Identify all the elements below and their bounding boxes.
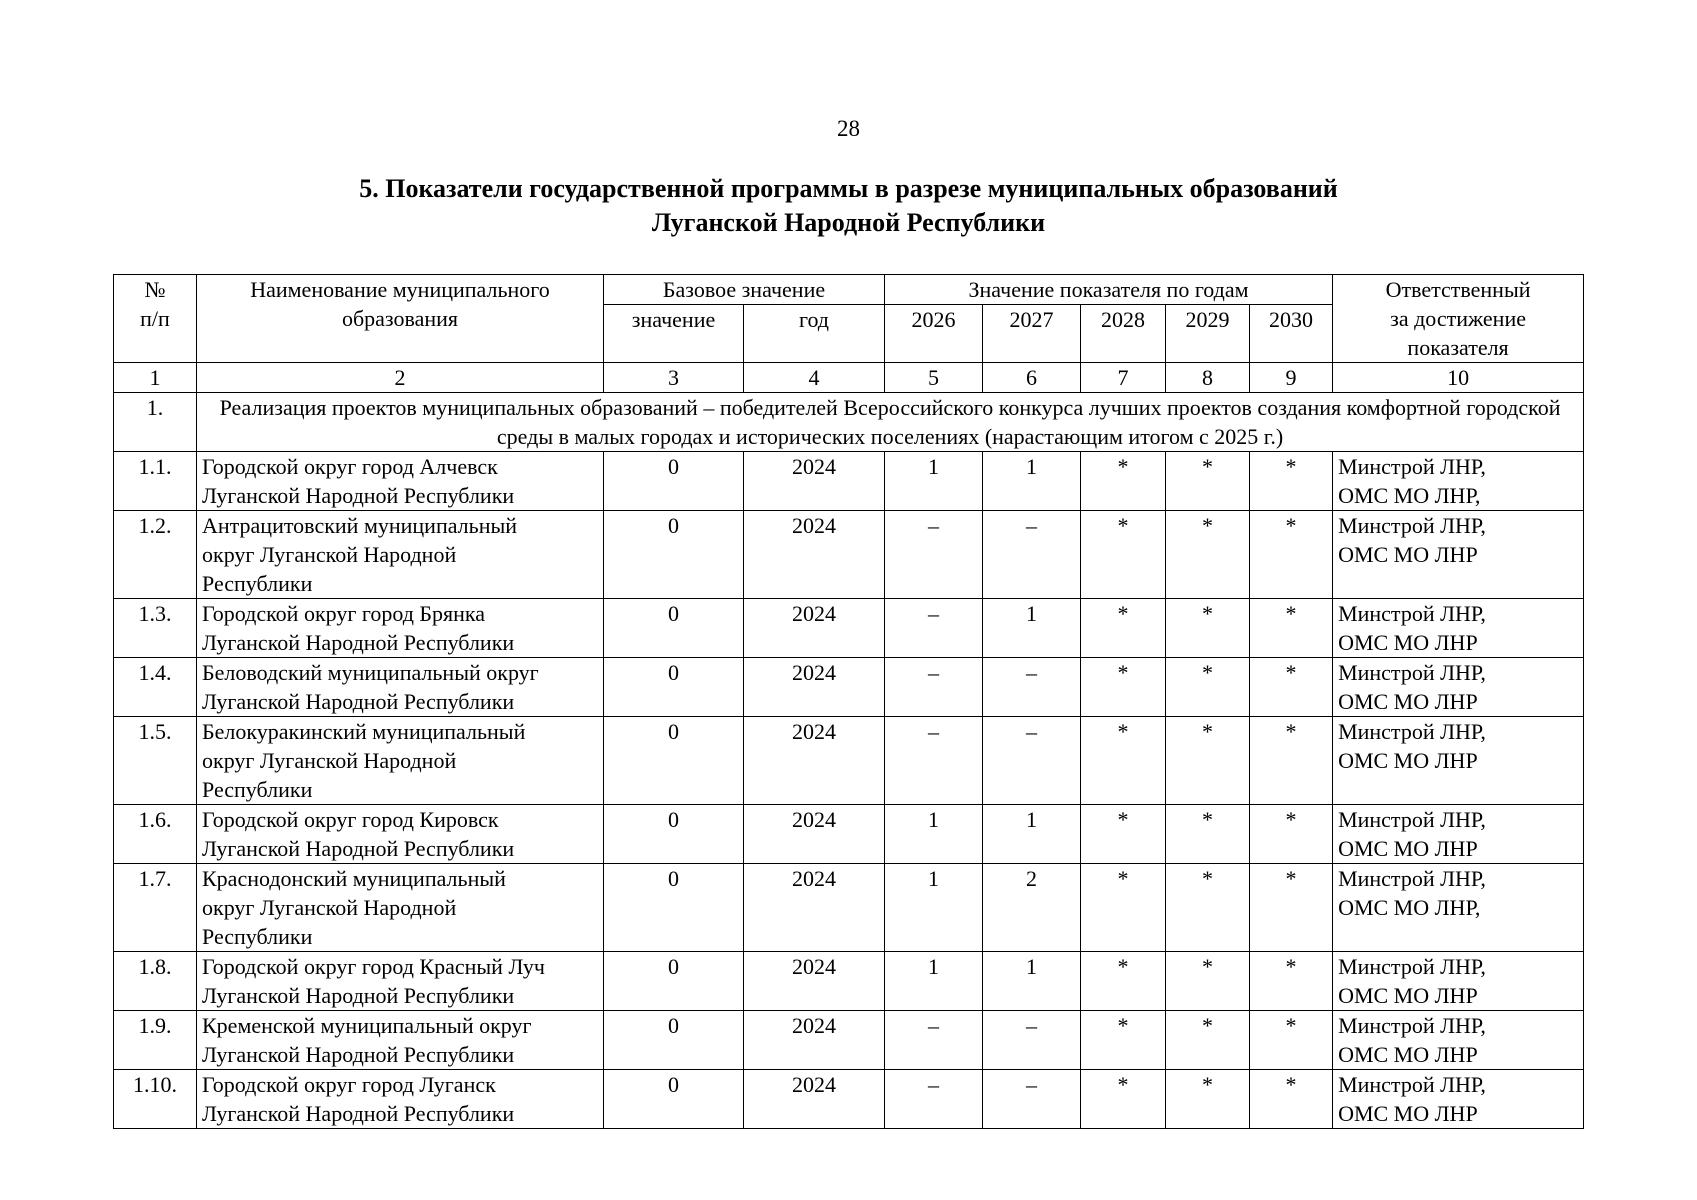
row-2026: 1 <box>885 864 983 952</box>
row-responsible-line: Минстрой ЛНР, <box>1338 1072 1486 1097</box>
row-base-value: 0 <box>604 1011 744 1070</box>
row-municipality-line: Беловодский муниципальный округ <box>202 660 539 685</box>
header-year-2029: 2029 <box>1166 305 1250 363</box>
row-municipality-line: округ Луганской Народной <box>202 895 457 920</box>
row-base-value: 0 <box>604 952 744 1011</box>
row-base-year: 2024 <box>744 599 885 658</box>
row-responsible-line: ОМС МО ЛНР <box>1338 1042 1478 1067</box>
row-municipality-line: Луганской Народной Республики <box>202 1042 515 1067</box>
row-responsible <box>1333 1011 1584 1070</box>
row-municipality-line: округ Луганской Народной <box>202 542 457 567</box>
row-base-value: 0 <box>604 805 744 864</box>
row-2027: 2 <box>983 864 1081 952</box>
row-2030: * <box>1250 452 1333 511</box>
row-responsible <box>1333 805 1584 864</box>
section-number: 1. <box>114 393 197 452</box>
row-2028: * <box>1081 1011 1166 1070</box>
row-2028: * <box>1081 717 1166 805</box>
row-2030: * <box>1250 805 1333 864</box>
row-2026: – <box>885 658 983 717</box>
row-responsible <box>1333 1070 1584 1129</box>
section-title: Реализация проектов муниципальных образований – победителей Всероссийского конкурса лучших проектов создания комфортной городской среды в малых городах и исторических поселениях (нарастающим итогом с 2025 г.) <box>197 393 1584 452</box>
row-base-year: 2024 <box>744 952 885 1011</box>
row-number: 1.10. <box>114 1070 197 1129</box>
column-number: 7 <box>1081 363 1166 393</box>
row-municipality <box>197 1070 604 1129</box>
row-2030: * <box>1250 599 1333 658</box>
row-responsible-line: ОМС МО ЛНР, <box>1338 483 1481 508</box>
row-2028: * <box>1081 805 1166 864</box>
header-base-value: значение <box>604 305 744 363</box>
column-number: 5 <box>885 363 983 393</box>
row-2028: * <box>1081 658 1166 717</box>
row-2027: 1 <box>983 452 1081 511</box>
row-2029: * <box>1166 1070 1250 1129</box>
row-2029: * <box>1166 658 1250 717</box>
row-municipality-line: округ Луганской Народной <box>202 748 457 773</box>
table-row <box>114 1011 1584 1070</box>
row-2026: 1 <box>885 452 983 511</box>
table-row <box>114 952 1584 1011</box>
row-2028: * <box>1081 452 1166 511</box>
row-2026: 1 <box>885 805 983 864</box>
row-municipality-line: Луганской Народной Республики <box>202 689 515 714</box>
row-responsible-line: ОМС МО ЛНР <box>1338 983 1478 1008</box>
row-municipality <box>197 599 604 658</box>
page-number: 28 <box>837 116 860 141</box>
row-base-value: 0 <box>604 511 744 599</box>
row-responsible <box>1333 452 1584 511</box>
row-municipality <box>197 717 604 805</box>
table-row <box>114 1070 1584 1129</box>
column-number: 6 <box>983 363 1081 393</box>
row-number: 1.1. <box>114 452 197 511</box>
row-responsible <box>1333 511 1584 599</box>
column-number: 1 <box>114 363 197 393</box>
row-number: 1.2. <box>114 511 197 599</box>
row-2029: * <box>1166 952 1250 1011</box>
row-municipality-line: Антрацитовский муниципальный <box>202 513 518 538</box>
row-number: 1.7. <box>114 864 197 952</box>
column-number: 2 <box>197 363 604 393</box>
row-2028: * <box>1081 511 1166 599</box>
row-base-value: 0 <box>604 599 744 658</box>
row-2028: * <box>1081 1070 1166 1129</box>
row-responsible <box>1333 717 1584 805</box>
table-body <box>114 452 1584 1129</box>
row-2027: – <box>983 658 1081 717</box>
column-number: 4 <box>744 363 885 393</box>
row-responsible-line: Минстрой ЛНР, <box>1338 454 1486 479</box>
row-2026: – <box>885 511 983 599</box>
row-municipality-line: Кременской муниципальный округ <box>202 1013 532 1038</box>
row-municipality <box>197 1011 604 1070</box>
header-by-years: Значение показателя по годам <box>885 275 1333 305</box>
row-responsible-line: ОМС МО ЛНР <box>1338 689 1478 714</box>
column-number: 10 <box>1333 363 1584 393</box>
row-2029: * <box>1166 864 1250 952</box>
header-base: Базовое значение <box>604 275 885 305</box>
row-municipality-line: Городской округ город Алчевск <box>202 454 498 479</box>
row-base-year: 2024 <box>744 511 885 599</box>
row-2030: * <box>1250 658 1333 717</box>
row-responsible-line: ОМС МО ЛНР <box>1338 542 1478 567</box>
row-responsible-line: ОМС МО ЛНР <box>1338 1101 1478 1126</box>
row-municipality <box>197 864 604 952</box>
section-row <box>114 393 1584 452</box>
row-2027: – <box>983 1070 1081 1129</box>
row-municipality <box>197 952 604 1011</box>
row-responsible <box>1333 864 1584 952</box>
row-2027: – <box>983 511 1081 599</box>
row-2027: 1 <box>983 952 1081 1011</box>
title-line-1: 5. Показатели государственной программы в разрезе муниципальных образований <box>359 174 1338 203</box>
row-2027: 1 <box>983 599 1081 658</box>
row-2026: – <box>885 717 983 805</box>
row-base-value: 0 <box>604 717 744 805</box>
column-number: 9 <box>1250 363 1333 393</box>
table-row <box>114 805 1584 864</box>
row-2026: – <box>885 1011 983 1070</box>
header-base-year: год <box>744 305 885 363</box>
row-responsible-line: Минстрой ЛНР, <box>1338 719 1486 744</box>
row-number: 1.3. <box>114 599 197 658</box>
header-year-2026: 2026 <box>885 305 983 363</box>
row-municipality-line: Луганской Народной Республики <box>202 630 515 655</box>
row-municipality-line: Луганской Народной Республики <box>202 983 515 1008</box>
row-number: 1.9. <box>114 1011 197 1070</box>
row-2030: * <box>1250 952 1333 1011</box>
row-2027: – <box>983 1011 1081 1070</box>
row-number: 1.4. <box>114 658 197 717</box>
header-year-2027: 2027 <box>983 305 1081 363</box>
row-base-value: 0 <box>604 1070 744 1129</box>
row-2029: * <box>1166 599 1250 658</box>
row-municipality <box>197 511 604 599</box>
row-2027: 1 <box>983 805 1081 864</box>
row-base-year: 2024 <box>744 864 885 952</box>
row-2029: * <box>1166 1011 1250 1070</box>
row-number: 1.6. <box>114 805 197 864</box>
row-municipality-line: Краснодонский муниципальный <box>202 866 506 891</box>
row-municipality-line: Республики <box>202 777 313 802</box>
title-line-2: Луганской Народной Республики <box>651 208 1046 237</box>
row-base-year: 2024 <box>744 1011 885 1070</box>
page-title <box>0 172 1697 240</box>
table-row <box>114 864 1584 952</box>
header-responsible: Ответственный за достижение показателя <box>1333 275 1584 363</box>
row-municipality <box>197 658 604 717</box>
row-municipality-line: Городской округ город Луганск <box>202 1072 496 1097</box>
header-year-2028: 2028 <box>1081 305 1166 363</box>
row-base-value: 0 <box>604 452 744 511</box>
table-row <box>114 599 1584 658</box>
row-municipality-line: Городской округ город Кировск <box>202 807 499 832</box>
row-responsible-line: Минстрой ЛНР, <box>1338 513 1486 538</box>
row-responsible-line: Минстрой ЛНР, <box>1338 1013 1486 1038</box>
table-row <box>114 658 1584 717</box>
row-base-year: 2024 <box>744 452 885 511</box>
column-number: 3 <box>604 363 744 393</box>
row-responsible <box>1333 952 1584 1011</box>
row-2028: * <box>1081 599 1166 658</box>
table-row <box>114 717 1584 805</box>
row-2029: * <box>1166 805 1250 864</box>
row-2030: * <box>1250 1070 1333 1129</box>
row-2030: * <box>1250 864 1333 952</box>
column-numbers-row <box>114 363 1584 393</box>
row-base-year: 2024 <box>744 805 885 864</box>
row-municipality-line: Белокуракинский муниципальный <box>202 719 526 744</box>
row-2030: * <box>1250 717 1333 805</box>
row-responsible <box>1333 599 1584 658</box>
row-2030: * <box>1250 511 1333 599</box>
row-number: 1.8. <box>114 952 197 1011</box>
header-name: Наименование муниципального образования <box>197 275 604 363</box>
row-responsible-line: ОМС МО ЛНР, <box>1338 895 1481 920</box>
row-municipality-line: Городской округ город Брянка <box>202 601 486 626</box>
row-responsible-line: ОМС МО ЛНР <box>1338 836 1478 861</box>
row-number: 1.5. <box>114 717 197 805</box>
row-municipality-line: Луганской Народной Республики <box>202 836 515 861</box>
row-municipality-line: Луганской Народной Республики <box>202 1101 515 1126</box>
row-2026: 1 <box>885 952 983 1011</box>
row-responsible-line: Минстрой ЛНР, <box>1338 807 1486 832</box>
row-base-value: 0 <box>604 864 744 952</box>
row-2028: * <box>1081 864 1166 952</box>
header-row-1 <box>114 275 1584 305</box>
row-2028: * <box>1081 952 1166 1011</box>
header-num: № п/п <box>114 275 197 363</box>
row-base-value: 0 <box>604 658 744 717</box>
row-responsible-line: ОМС МО ЛНР <box>1338 748 1478 773</box>
table-row <box>114 452 1584 511</box>
row-municipality-line: Республики <box>202 924 313 949</box>
row-2030: * <box>1250 1011 1333 1070</box>
row-2029: * <box>1166 452 1250 511</box>
header-year-2030: 2030 <box>1250 305 1333 363</box>
row-responsible-line: Минстрой ЛНР, <box>1338 866 1486 891</box>
row-2029: * <box>1166 511 1250 599</box>
row-responsible-line: ОМС МО ЛНР <box>1338 630 1478 655</box>
row-municipality-line: Луганской Народной Республики <box>202 483 515 508</box>
row-responsible-line: Минстрой ЛНР, <box>1338 660 1486 685</box>
row-base-year: 2024 <box>744 1070 885 1129</box>
column-number: 8 <box>1166 363 1250 393</box>
indicators-table <box>113 274 1584 1129</box>
row-municipality <box>197 452 604 511</box>
row-2026: – <box>885 599 983 658</box>
row-2027: – <box>983 717 1081 805</box>
row-2026: – <box>885 1070 983 1129</box>
table-row <box>114 511 1584 599</box>
row-responsible-line: Минстрой ЛНР, <box>1338 601 1486 626</box>
row-2029: * <box>1166 717 1250 805</box>
row-responsible <box>1333 658 1584 717</box>
row-municipality-line: Городской округ город Красный Луч <box>202 954 545 979</box>
row-base-year: 2024 <box>744 658 885 717</box>
row-base-year: 2024 <box>744 717 885 805</box>
row-municipality-line: Республики <box>202 571 313 596</box>
row-responsible-line: Минстрой ЛНР, <box>1338 954 1486 979</box>
row-municipality <box>197 805 604 864</box>
